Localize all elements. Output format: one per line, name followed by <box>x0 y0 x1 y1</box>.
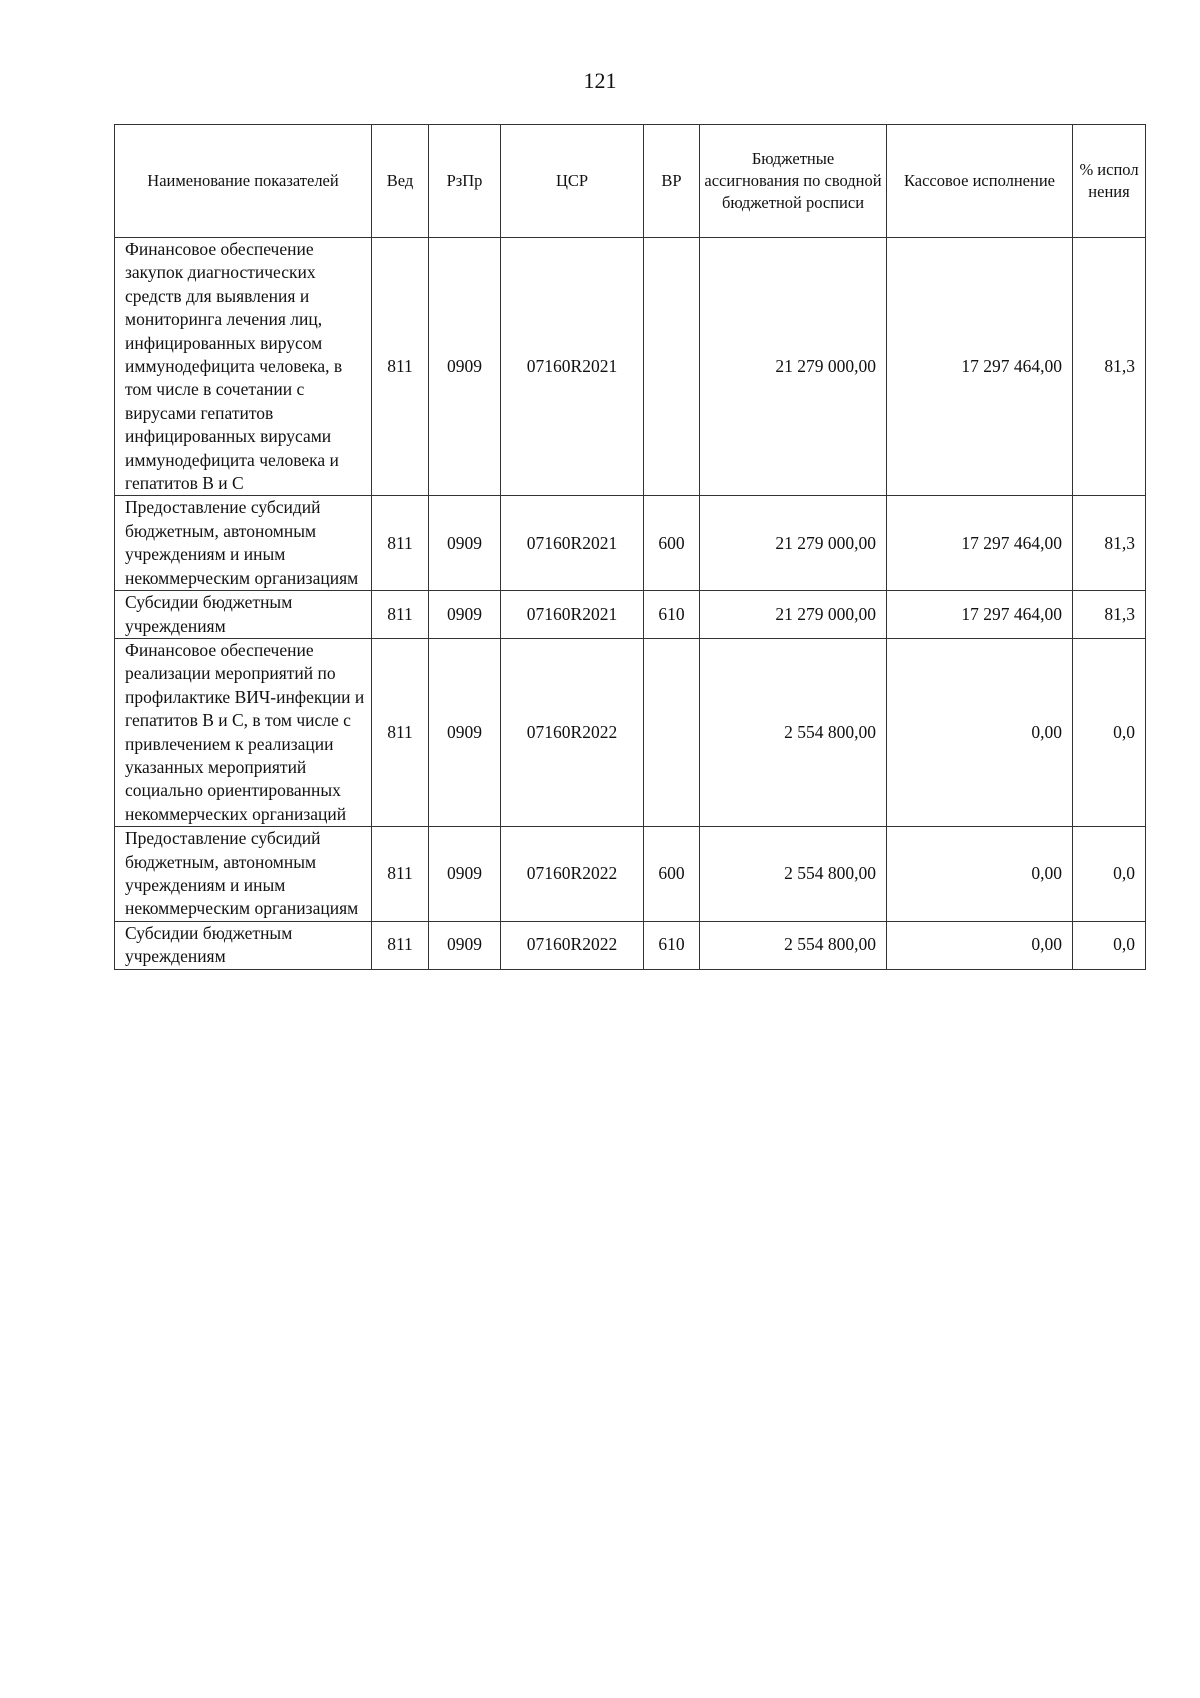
row-name: Субсидии бюджетным учреждениям <box>115 921 372 969</box>
page-number: 121 <box>583 68 617 93</box>
row-rzpr: 0909 <box>429 496 501 591</box>
header-rzpr: РзПр <box>429 125 501 238</box>
row-name: Предоставление субсидий бюджетным, автономным учреждениям и иным некоммерческим организациям <box>115 496 372 591</box>
budget-execution-table <box>114 124 1146 970</box>
header-csr: ЦСР <box>501 125 644 238</box>
header-budget: Бюджетные ассигнования по сводной бюджетной росписи <box>700 125 887 238</box>
row-vr: 610 <box>644 921 700 969</box>
row-percent: 0,0 <box>1073 827 1146 922</box>
row-budget: 2 554 800,00 <box>700 921 887 969</box>
row-budget: 21 279 000,00 <box>700 591 887 639</box>
row-budget: 2 554 800,00 <box>700 827 887 922</box>
header-ved: Вед <box>372 125 429 238</box>
row-percent: 81,3 <box>1073 591 1146 639</box>
row-cash: 17 297 464,00 <box>887 496 1073 591</box>
row-csr: 07160R2022 <box>501 827 644 922</box>
row-ved: 811 <box>372 638 429 826</box>
row-ved: 811 <box>372 591 429 639</box>
row-cash: 17 297 464,00 <box>887 591 1073 639</box>
row-csr: 07160R2021 <box>501 591 644 639</box>
row-vr: 600 <box>644 496 700 591</box>
row-csr: 07160R2021 <box>501 238 644 496</box>
row-rzpr: 0909 <box>429 827 501 922</box>
row-budget: 21 279 000,00 <box>700 496 887 591</box>
table-row <box>115 238 1146 496</box>
row-csr: 07160R2022 <box>501 921 644 969</box>
row-cash: 0,00 <box>887 638 1073 826</box>
header-percent: % испол нения <box>1073 125 1146 238</box>
row-ved: 811 <box>372 496 429 591</box>
row-cash: 0,00 <box>887 921 1073 969</box>
row-name: Предоставление субсидий бюджетным, автономным учреждениям и иным некоммерческим организациям <box>115 827 372 922</box>
table-row <box>115 496 1146 591</box>
row-percent: 0,0 <box>1073 638 1146 826</box>
row-vr: 600 <box>644 827 700 922</box>
row-percent: 81,3 <box>1073 496 1146 591</box>
row-cash: 17 297 464,00 <box>887 238 1073 496</box>
table-header-row <box>115 125 1146 238</box>
row-ved: 811 <box>372 238 429 496</box>
table-row <box>115 921 1146 969</box>
table-row <box>115 827 1146 922</box>
row-rzpr: 0909 <box>429 921 501 969</box>
row-name: Финансовое обеспечение реализации мероприятий по профилактике ВИЧ-инфекции и гепатитов В и С, в том числе с привлечением к реализации указанных мероприятий социально ориентированных некоммерческих организаций <box>115 638 372 826</box>
row-vr <box>644 638 700 826</box>
row-name: Финансовое обеспечение закупок диагностических средств для выявления и мониторинга лечения лиц, инфицированных вирусом иммунодефицита человека, в том числе в сочетании с вирусами гепатитов инфицированных вирусами иммунодефицита человека и гепатитов В и С <box>115 238 372 496</box>
row-percent: 81,3 <box>1073 238 1146 496</box>
header-vr: ВР <box>644 125 700 238</box>
row-vr: 610 <box>644 591 700 639</box>
table-row <box>115 638 1146 826</box>
row-rzpr: 0909 <box>429 238 501 496</box>
row-percent: 0,0 <box>1073 921 1146 969</box>
row-budget: 21 279 000,00 <box>700 238 887 496</box>
header-name: Наименование показателей <box>115 125 372 238</box>
table-row <box>115 591 1146 639</box>
row-ved: 811 <box>372 921 429 969</box>
row-csr: 07160R2022 <box>501 638 644 826</box>
header-cash: Кассовое исполнение <box>887 125 1073 238</box>
row-budget: 2 554 800,00 <box>700 638 887 826</box>
row-csr: 07160R2021 <box>501 496 644 591</box>
row-vr <box>644 238 700 496</box>
row-name: Субсидии бюджетным учреждениям <box>115 591 372 639</box>
row-ved: 811 <box>372 827 429 922</box>
row-rzpr: 0909 <box>429 591 501 639</box>
row-rzpr: 0909 <box>429 638 501 826</box>
row-cash: 0,00 <box>887 827 1073 922</box>
